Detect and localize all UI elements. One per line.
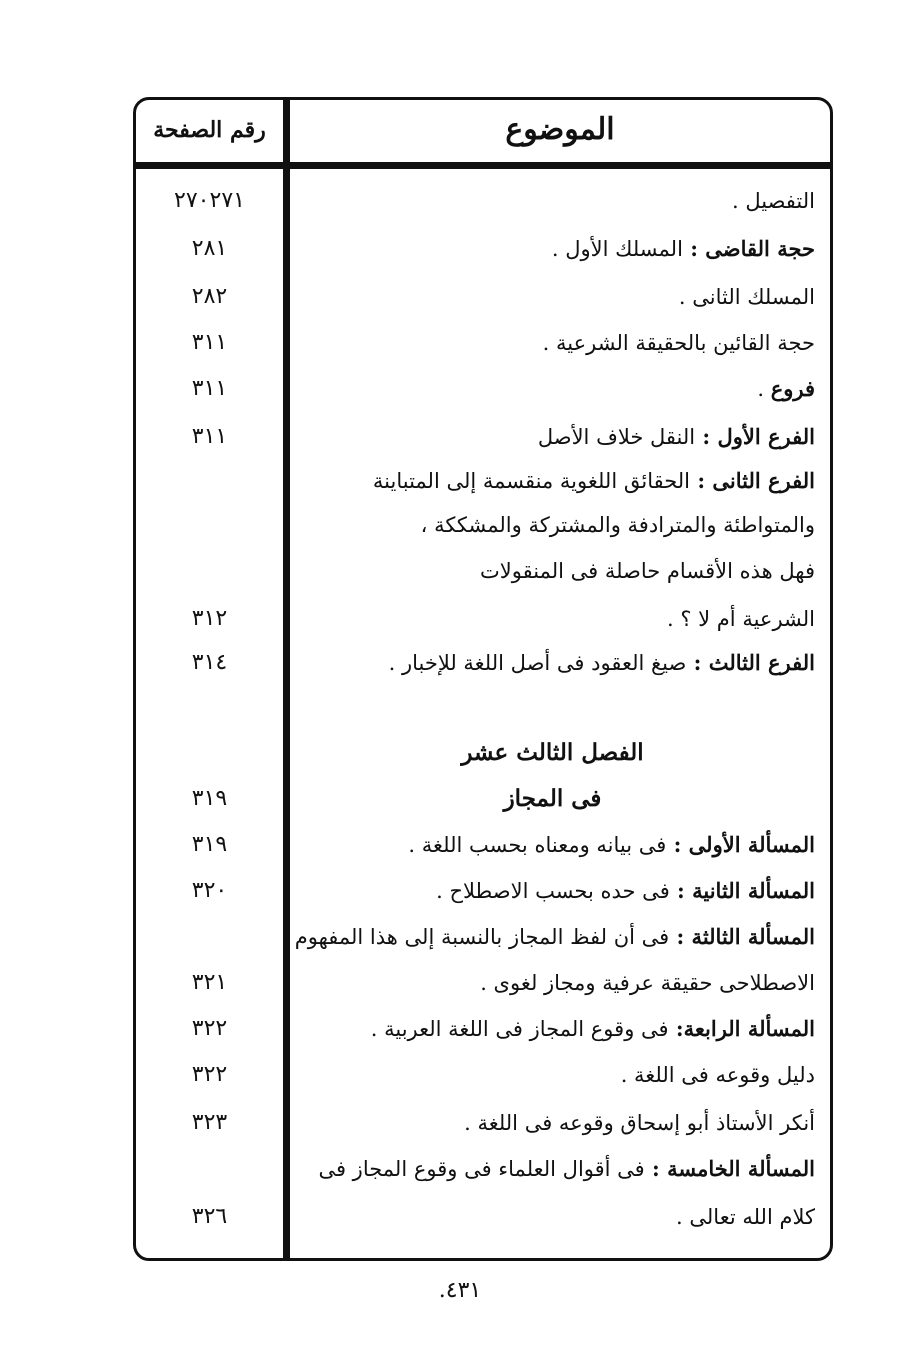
page-number: ٤٣١. xyxy=(438,1278,482,1303)
entry-page-number: ٣١١ xyxy=(191,376,228,401)
entry-title: فهل هذه الأقسام حاصلة فى المنقولات xyxy=(480,559,815,583)
entry-label: الفرع الثانى : xyxy=(690,468,815,493)
entry-label: الفرع الثالث : xyxy=(686,650,815,675)
entry-text xyxy=(290,274,815,320)
entry-title: فى المجاز xyxy=(503,785,602,812)
entry-page-number: ٣١٢ xyxy=(191,606,228,631)
column-divider xyxy=(283,97,290,1261)
entry-text xyxy=(290,596,815,642)
entry-text xyxy=(290,640,815,686)
entry-text xyxy=(290,366,815,412)
header-page-number: رقم الصفحة xyxy=(153,117,266,143)
entry-text xyxy=(290,502,815,548)
entry-title: الفصل الثالث عشر xyxy=(461,739,644,766)
entry-title: فى بيانه ومعناه بحسب اللغة . xyxy=(408,833,667,857)
entry-text xyxy=(290,178,815,224)
entry-title: صيغ العقود فى أصل اللغة للإخبار . xyxy=(388,651,687,675)
entry-page-number: ٢٧٠٢٧١ xyxy=(174,188,245,213)
entry-text xyxy=(290,914,815,960)
entry-text xyxy=(290,822,815,868)
entry-title: فى أقوال العلماء فى وقوع المجاز فى xyxy=(318,1157,645,1181)
entry-title: فى حده بحسب الاصطلاح . xyxy=(436,879,670,903)
entry-text xyxy=(290,548,815,594)
entry-label: حجة القاضى : xyxy=(682,236,815,261)
entry-label: المسألة الثانية : xyxy=(669,878,815,903)
entry-text xyxy=(290,1100,815,1146)
entry-label: المسألة الأولى : xyxy=(666,832,815,857)
entry-text xyxy=(290,1194,815,1240)
entry-page-number: ٢٨١ xyxy=(191,236,228,261)
entry-page-number: ٣٢٦ xyxy=(191,1204,228,1229)
entry-page-number: ٣٢١ xyxy=(191,970,228,995)
entry-text xyxy=(290,1006,815,1052)
entry-text xyxy=(290,688,815,734)
entry-page-number: ٣١٩ xyxy=(191,786,228,811)
header-topic: الموضوع xyxy=(505,112,615,147)
entry-text xyxy=(290,320,815,366)
entry-page-number: ٣٢٣ xyxy=(191,1110,228,1135)
entry-text xyxy=(290,226,815,272)
entry-text xyxy=(290,1146,815,1192)
entry-label: المسألة الرابعة: xyxy=(668,1016,815,1041)
entry-title: حجة القائين بالحقيقة الشرعية . xyxy=(542,331,815,355)
entry-title: المسلك الثانى . xyxy=(678,285,815,309)
entry-title: . xyxy=(757,377,771,401)
entry-title: الحقائق اللغوية منقسمة إلى المتباينة xyxy=(372,469,691,493)
entry-label: المسألة الخامسة : xyxy=(644,1156,815,1181)
entry-text xyxy=(290,414,815,460)
header-divider xyxy=(133,162,833,169)
entry-page-number: ٢٨٢ xyxy=(191,284,228,309)
entry-title: فى أن لفظ المجاز بالنسبة إلى هذا المفهوم xyxy=(294,925,670,949)
entry-page-number: ٣٢٢ xyxy=(191,1062,228,1087)
entry-text xyxy=(290,960,815,1006)
entry-page-number: ٣١١ xyxy=(191,330,228,355)
entry-page-number: ٣٢٢ xyxy=(191,1016,228,1041)
section-heading xyxy=(290,776,815,822)
entry-label: فروع xyxy=(770,376,815,401)
entry-page-number: ٣١٩ xyxy=(191,832,228,857)
entry-page-number: ٣٢٠ xyxy=(191,878,228,903)
entry-page-number: ٣١٤ xyxy=(191,650,228,675)
entry-title: التفصيل . xyxy=(732,189,815,213)
entry-title: المسلك الأول . xyxy=(551,237,683,261)
entry-title: الشرعية أم لا ؟ . xyxy=(666,607,815,631)
section-heading xyxy=(290,730,815,776)
entry-title: كلام الله تعالى . xyxy=(676,1205,815,1229)
entry-title: دليل وقوعه فى اللغة . xyxy=(620,1063,815,1087)
entry-label: الفرع الأول : xyxy=(695,424,815,449)
entry-page-number: ٣١١ xyxy=(191,424,228,449)
entry-text xyxy=(290,1052,815,1098)
entry-title: النقل خلاف الأصل xyxy=(537,425,696,449)
entry-title: الاصطلاحى حقيقة عرفية ومجاز لغوى . xyxy=(480,971,815,995)
entry-title: أنكر الأستاذ أبو إسحاق وقوعه فى اللغة . xyxy=(464,1111,815,1135)
entry-text xyxy=(290,868,815,914)
entry-label: المسألة الثالثة : xyxy=(669,924,815,949)
entry-title: والمتواطئة والمترادفة والمشتركة والمشككة ، xyxy=(420,513,815,537)
entry-title: فى وقوع المجاز فى اللغة العربية . xyxy=(370,1017,669,1041)
entry-text xyxy=(290,458,815,504)
